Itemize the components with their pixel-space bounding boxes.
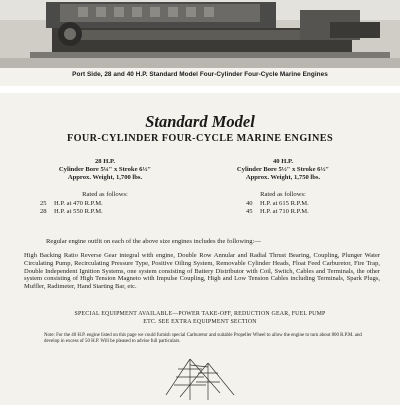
ratings-list	[208, 200, 358, 216]
engine-28hp-specs	[40, 158, 170, 217]
engine-hp: 40 H.P.	[272, 158, 294, 165]
engine-40hp-specs	[208, 158, 358, 217]
rating-row: 25 H.P. at 470 R.P.M.	[40, 200, 103, 208]
ratings-list	[40, 200, 170, 216]
engine-bore-stroke: Cylinder Bore 5¼" x Stroke 6½"	[58, 166, 152, 174]
divider	[0, 86, 400, 93]
engine-hp: 28 H.P.	[94, 158, 116, 165]
outfit-description: High Backing Ratio Reverse Gear integral with engine, Double Row Annular and Radial Thrust Bearing, Coupling, Plunger Water Circulating Pump, Recirculating Pressure Type, Positive Oiling System, Removable Cylinder Heads, Float Feed Carburetor, Fire Trap, Double Independent Ignition Systems, one system consisting of Battery Distributor with Coil, Switch, Cables and Terminals, the other system consisting of High Tension Magneto with Impulse Coupling, High and Low Tension Cables including Terminals, Spark Plugs, Muffler, Radimeter, Hand Starting Bar, etc.	[24, 252, 380, 291]
rating-row: 45 H.P. at 710 R.P.M.	[246, 208, 309, 216]
engine-weight: Approx. Weight, 1,750 lbs.	[245, 174, 321, 182]
photo-caption: Port Side, 28 and 40 H.P. Standard Model Four-Cylinder Four-Cycle Marine Engines	[72, 71, 328, 78]
engine-weight: Approx. Weight, 1,700 lbs.	[67, 174, 143, 182]
sailing-ship-illustration	[160, 355, 240, 400]
rated-label: Rated as follows:	[82, 191, 128, 199]
special-equipment-line: SPECIAL EQUIPMENT AVAILABLE—POWER TAKE-OFF, REDUCTION GEAR, FUEL PUMP	[74, 311, 326, 317]
outfit-intro: Regular engine outfit on each of the above size engines includes the following:—	[46, 238, 261, 245]
engine-photo	[0, 0, 400, 68]
engine-bore-stroke: Cylinder Bore 5½" x Stroke 6½"	[236, 166, 330, 174]
page-subtitle: FOUR-CYLINDER FOUR-CYCLE MARINE ENGINES	[66, 133, 334, 144]
page-title: Standard Model	[145, 112, 255, 131]
rating-row: 40 H.P. at 615 R.P.M.	[246, 200, 309, 208]
special-equipment-line: ETC. SEE EXTRA EQUIPMENT SECTION	[143, 318, 257, 325]
special-equipment	[0, 311, 400, 326]
rated-label: Rated as follows:	[260, 191, 306, 199]
rating-row: 28 H.P. at 550 R.P.M.	[40, 208, 103, 216]
footnote: Note: For the 40 H.P. engine listed on this page we could furnish special Carburetor and suitable Propeller Wheel to allow the engine to turn about 800 R.P.M. and develop in excess of 50 H.P. Will be pleased to advise full particulars.	[44, 333, 362, 344]
